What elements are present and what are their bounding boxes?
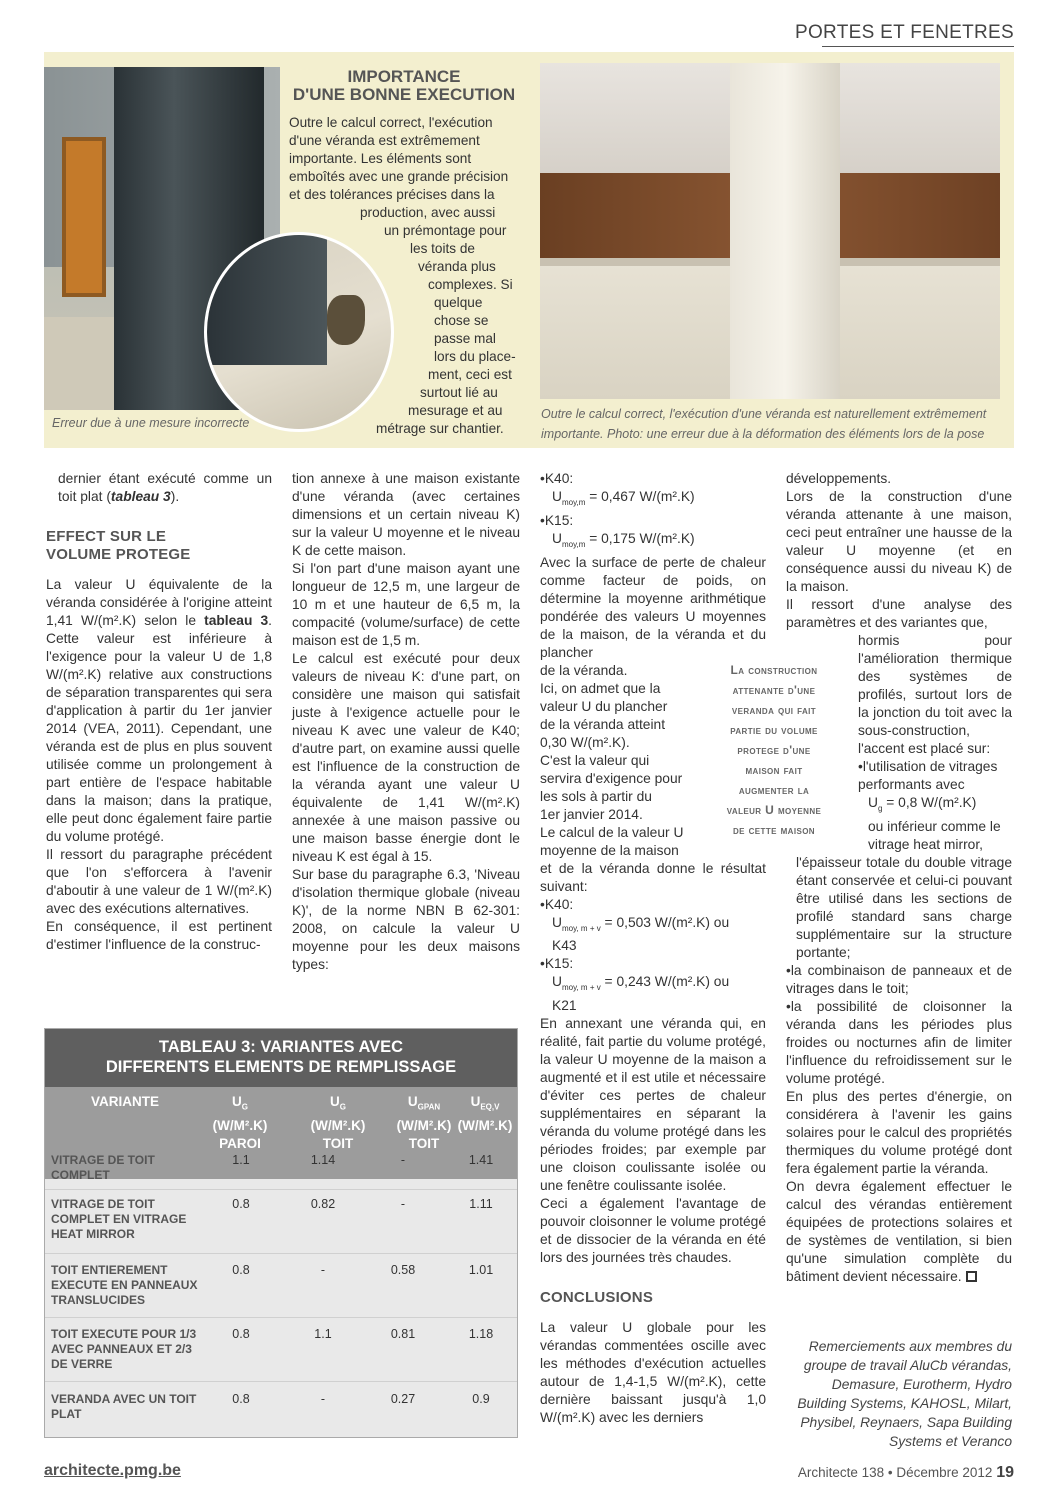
- th-line: TOIT: [408, 1135, 440, 1151]
- th-symbol: U: [407, 1094, 418, 1109]
- importance-line: chose se: [434, 313, 489, 328]
- value-line: [540, 914, 766, 938]
- table-cell: 0.8: [232, 1263, 250, 1277]
- bullet-k15: •K15:: [540, 956, 574, 972]
- row-separator: [45, 1381, 517, 1382]
- th-sub: EQ,V: [480, 1102, 500, 1112]
- importance-line: lors du place-: [434, 349, 516, 364]
- table-cell: 0.82: [310, 1197, 336, 1211]
- table-cell: 1.01: [468, 1263, 494, 1277]
- th-line: VARIANTE: [90, 1094, 159, 1109]
- table-cell: 1.14: [310, 1153, 336, 1167]
- magnified-frame: [207, 235, 327, 365]
- th-line: (W/M².K): [396, 1117, 452, 1133]
- paragraph: [46, 470, 272, 506]
- pull-quote-line: partie du volume: [730, 723, 818, 737]
- text: On devra également effectuer le calcul des vérandas entièrement équipées de protections solaires et de systèmes de ventilation, si bien qu'une simulation complète du bâtiment devient nécessaire.: [786, 1178, 1012, 1284]
- importance-line: emboîtés avec une grande précision: [289, 169, 509, 184]
- page-number: 19: [996, 1464, 1014, 1481]
- column-1: [46, 470, 272, 954]
- pull-quote-line: protege d'une: [737, 743, 811, 757]
- text-line: C'est la valeur qui: [540, 752, 650, 768]
- text-line: ou inférieur comme le vitrage heat mirror,: [868, 818, 1001, 852]
- table-title-line: TABLEAU 3: VARIANTES AVEC: [158, 1038, 404, 1056]
- value-line: [540, 973, 766, 997]
- importance-title-line: IMPORTANCE: [347, 67, 461, 86]
- value-line: [540, 530, 766, 554]
- acknowledgements: Remerciements aux membres du groupe de travail AluCb vérandas, Demasure, Eurotherm, Hydro Building Systems, KAHOSL, Milart, Physibel, Reynaers, Sapa Building Systems et Veranco: [797, 1339, 1012, 1449]
- table-cell: 0.27: [390, 1392, 416, 1406]
- table-cell: 0.81: [390, 1327, 416, 1341]
- th-line: (W/M².K): [212, 1117, 268, 1133]
- th-line: PAROI: [219, 1135, 261, 1151]
- table-cell: -: [400, 1153, 406, 1167]
- text: dernier étant exécuté comme un toit plat (: [58, 471, 272, 504]
- text-line: de la véranda atteint: [540, 716, 666, 732]
- paragraph: En annexant une véranda qui, en réalité, fait partie du volume protégé, la valeur U moyenne de la maison a augmenté et il est utile et nécessaire d'éviter ces pertes de chaleur supplémentaires en séparant la véranda du volume protégé dans les périodes froides; par exemple par une cloison coulissante isolée ou une fenêtre coulissante isolée.: [540, 1016, 766, 1193]
- bullet: •la possibilité de cloisonner la véranda dans les périodes plus froides ou nocturnes afin de limiter l'influence du refroidissement sur le volume protégé.: [786, 998, 1012, 1086]
- text-line: valeur U du plancher: [540, 698, 668, 714]
- importance-line: importante. Les éléments sont: [289, 151, 472, 166]
- th-ug-paroi: [195, 1093, 285, 1153]
- table-row-label: VITRAGE DE TOIT COMPLET: [51, 1153, 155, 1182]
- paragraph: Ceci a également l'avantage de pouvoir cloisonner le volume protégé et de dissocier de la véranda en été lors des journées très chaudes.: [540, 1196, 766, 1265]
- table-3: [44, 1028, 518, 1438]
- pull-quote-line: valeur U moyenne: [726, 803, 822, 817]
- end-square-icon: [966, 1271, 977, 1282]
- th-sub: G: [339, 1102, 346, 1112]
- table-reference: tableau 3: [110, 489, 171, 504]
- importance-line: d'une véranda est extrêmement: [289, 133, 480, 148]
- importance-line: véranda plus: [418, 259, 496, 274]
- value-line: K21: [552, 998, 577, 1013]
- subscript: moy,m: [561, 497, 586, 507]
- paragraph: développements.: [786, 471, 892, 486]
- importance-line: Outre le calcul correct, l'exécution: [289, 115, 493, 130]
- paragraph: Lors de la construction d'une véranda attenante à une maison, ceci peut entraîner une hausse de la valeur U moyenne (et en conséquence aussi du niveau K) de la maison.: [786, 489, 1012, 594]
- photo-right: [540, 63, 1000, 399]
- photo-door: [62, 137, 106, 297]
- text: La valeur U équivalente de la véranda considérée à l'origine atteint 1,41 W/(m².K) selon le: [46, 577, 272, 628]
- importance-line: quelque: [434, 295, 483, 310]
- footer-site-link[interactable]: architecte.pmg.be: [44, 1462, 181, 1479]
- subscript: g: [877, 803, 883, 813]
- importance-line: surtout lié au: [420, 385, 498, 400]
- footer-issue: [798, 1464, 1014, 1482]
- heading-conclusions: CONCLUSIONS: [540, 1289, 654, 1306]
- table-cell: 1.41: [468, 1153, 494, 1167]
- paragraph: En plus des pertes d'énergie, on considérera à l'avenir les gains solaires pour le calcul des propriétés thermiques du volume protégé dont fera également partie la véranda.: [786, 1088, 1012, 1176]
- pull-quote-line: augmenter la: [738, 783, 810, 797]
- row-separator: [45, 1189, 517, 1190]
- section-rule: [822, 46, 1014, 47]
- column-3: [540, 470, 766, 1427]
- table-cell: -: [320, 1263, 326, 1277]
- row-separator: [45, 1317, 517, 1318]
- paragraph: En conséquence, il est pertinent d'estimer l'influence de la construc-: [46, 919, 272, 952]
- table-title: [45, 1029, 517, 1087]
- paragraph: [46, 576, 272, 846]
- th-variante: [65, 1093, 185, 1111]
- photo-left-caption: Erreur due à une mesure incorrecte: [52, 416, 250, 430]
- paragraph: La valeur U globale pour les vérandas commentées oscille avec les méthodes d'exécution actuelles autour de 1,4-1,5 W/(m².K), cette dernière baissant jusqu'à 1,0 W/(m².K) avec les derniers: [540, 1320, 766, 1425]
- pull-quote-line: veranda qui fait: [731, 703, 817, 717]
- paragraph: tion annexe à une maison existante d'une véranda (avec certaines dimensions et un certain niveau K) sur la valeur U moyenne et le niveau K de cette maison.: [292, 471, 520, 558]
- table-cell: -: [320, 1392, 326, 1406]
- pull-quote-line: maison fait: [745, 763, 803, 777]
- pull-quote-line: La construction: [730, 663, 818, 677]
- value-line: K43: [552, 938, 577, 954]
- text-line: les sols à partir du: [540, 788, 652, 804]
- paragraph: [786, 1178, 1012, 1286]
- value: = 0,503 W/(m².K) ou: [600, 914, 730, 930]
- th-sub: GPAN: [417, 1102, 441, 1112]
- paragraph: Sur base du paragraphe 6.3, 'Niveau d'isolation thermique globale (niveau K)', de la norme NBN B 62-301: 2008, on calcule la valeur U moyenne pour les deux maisons types:: [292, 867, 520, 972]
- th-ueqv: [445, 1093, 525, 1135]
- th-line: [445, 1093, 525, 1117]
- table-row-label: VITRAGE DE TOIT COMPLET EN VITRAGE HEAT MIRROR: [51, 1197, 187, 1241]
- symbol: U: [868, 795, 878, 810]
- importance-line: ment, ceci est: [428, 367, 512, 382]
- text-line: Le calcul de la valeur U: [540, 824, 684, 840]
- table-cell: 1.11: [469, 1197, 493, 1211]
- th-line: (W/M².K): [310, 1117, 366, 1133]
- th-line: [293, 1093, 383, 1117]
- text: ).: [170, 489, 180, 504]
- row-separator: [45, 1253, 517, 1254]
- symbol: U: [552, 974, 562, 990]
- table-title-line: DIFFERENTS ELEMENTS DE REMPLISSAGE: [105, 1058, 457, 1076]
- paragraph: Il ressort d'une analyse des paramètres et des variantes que,: [786, 597, 1012, 630]
- text-line: de la véranda.: [540, 662, 628, 678]
- paragraph: Il ressort du paragraphe précédent que l'on s'efforcera à l'avenir d'aboutir à une valeur de 1 W/(m².K) avec des exécutions alternatives.: [46, 847, 272, 916]
- paragraph: l'épaisseur totale du double vitrage étant conservée et celui-ci pouvant être utilisé dans les sections de profilé standard sans charge supplémentaire sur la structure portante;: [796, 854, 1012, 960]
- table-cell: 1.18: [468, 1327, 494, 1341]
- value: = 0,175 W/(m².K): [585, 530, 695, 546]
- bullet: •l'utilisation de vitrages performants avec: [858, 759, 998, 792]
- photo-right-caption: [541, 404, 1001, 444]
- importance-line: production, avec aussi: [360, 205, 496, 220]
- th-symbol: U: [232, 1094, 242, 1109]
- column-4: [786, 470, 1012, 1286]
- text-line: moyenne de la maison: [540, 842, 679, 858]
- table-cell: 0.8: [232, 1392, 250, 1406]
- table-row-label: VERANDA AVEC UN TOIT PLAT: [51, 1392, 197, 1421]
- table-cell: 1.1: [232, 1153, 250, 1167]
- table-reference: tableau 3: [204, 613, 269, 628]
- value: = 0,8 W/(m².K): [882, 795, 977, 810]
- text-line: Ici, on admet que la: [540, 680, 661, 696]
- symbol: U: [552, 530, 562, 546]
- table-cell: 0.8: [232, 1197, 250, 1211]
- value: = 0,467 W/(m².K): [585, 489, 695, 504]
- th-ug-toit: [293, 1093, 383, 1153]
- bullet-k15: •K15:: [540, 512, 574, 528]
- importance-title-line: D'UNE BONNE EXECUTION: [292, 85, 516, 104]
- symbol: U: [552, 914, 562, 930]
- heading-volume-protege: [46, 528, 272, 564]
- th-sub: G: [241, 1102, 248, 1112]
- heading-line: VOLUME PROTEGE: [46, 546, 191, 563]
- value: = 0,243 W/(m².K) ou: [600, 974, 730, 990]
- column-2: [292, 470, 520, 974]
- pull-quote-line: de cette maison: [732, 823, 815, 837]
- section-title: PORTES ET FENETRES: [794, 22, 1014, 43]
- subscript: moy, m + v: [561, 923, 601, 933]
- pull-quote-line: attenante d'une: [732, 683, 816, 697]
- subscript: moy, m + v: [561, 983, 601, 992]
- table-row-label: TOIT EXECUTE POUR 1/3 AVEC PANNEAUX ET 2/3 DE VERRE: [51, 1327, 197, 1371]
- text-line: servira d'exigence pour: [540, 770, 683, 786]
- footer-issue-text: Architecte 138 • Décembre 2012: [797, 1465, 993, 1480]
- importance-line: métrage sur chantier.: [376, 421, 504, 436]
- text: . Cette valeur est inférieure à l'exigence pour la valeur U de 1,8 W/(m².K) relative aux constructions de séparation transparentes qui sera d'application à partir du 1er janvier 2014 (VEA, 2011). Cependant, une véranda est de plus en plus souvent utilisée comme un prolongement à part entière de l'espace habitable dans la maison; dans la pratique, elle peut donc également faire partie du volume protégé.: [46, 613, 272, 844]
- table-cell: 0.9: [472, 1392, 490, 1406]
- paragraph: Avec la surface de perte de chaleur comme facteur de poids, on détermine la moyenne arithmétique pondérée des valeurs U moyennes de la maison, de la véranda et du plancher: [540, 554, 766, 660]
- th-line: (W/M².K): [457, 1117, 513, 1133]
- bullet-k40: •K40:: [540, 471, 574, 486]
- th-line: [195, 1093, 285, 1117]
- importance-line: un prémontage pour: [384, 223, 507, 238]
- heading-line: EFFECT SUR LE: [46, 528, 167, 545]
- table-cell: 0.8: [232, 1327, 250, 1341]
- importance-line: et des tolérances précises dans la: [289, 187, 495, 202]
- caption-line: Outre le calcul correct, l'exécution d'une véranda est naturellement extrêmement: [541, 407, 987, 421]
- importance-line: mesurage et au: [408, 403, 503, 418]
- table-cell: 1.1: [314, 1327, 332, 1341]
- narrow-block: [540, 662, 694, 860]
- value-line: [868, 794, 1012, 818]
- importance-line: passe mal: [434, 331, 496, 346]
- importance-line: complexes. Si: [428, 277, 513, 292]
- paragraph: et de la véranda donne le résultat suivant:: [540, 860, 766, 894]
- text-line: 0,30 W/(m².K).: [540, 734, 630, 750]
- caption-line: importante. Photo: une erreur due à la déformation des éléments lors de la pose: [541, 427, 985, 441]
- table-cell: -: [400, 1197, 406, 1211]
- paragraph: hormis pour l'amélioration thermique des systèmes de profilés, surtout lors de la jonction du toit avec la sous-construction, l'accent est placé sur:: [858, 633, 1012, 756]
- bullet-k40: •K40:: [540, 896, 574, 912]
- paragraph: Le calcul est exécuté pour deux valeurs de niveau K: d'une part, on considère une maison qui satisfait juste à l'exigence actuelle pour le niveau K avec une valeur de K40; d'autre part, on examine aussi quelle est l'influence de la construction de la véranda ayant une valeur U équivalente de 1,41 W/(m².K) annexée à une maison passive ou une maison basse énergie dont le niveau K est égal à 15.: [292, 651, 520, 864]
- th-line: TOIT: [322, 1135, 354, 1151]
- importance-title: [286, 68, 522, 104]
- symbol: U: [552, 489, 562, 504]
- table-cell: 0.58: [390, 1263, 416, 1277]
- th-symbol: U: [470, 1094, 481, 1109]
- table-row-label: TOIT ENTIEREMENT EXECUTE EN PANNEAUX TRANSLUCIDES: [51, 1263, 198, 1307]
- magnified-hole: [327, 295, 365, 345]
- th-symbol: U: [330, 1094, 340, 1109]
- paragraph: Si l'on part d'une maison ayant une longueur de 12,5 m, une largeur de 10 m et une hauteur de 6,5 m, la compacité (volume/surface) de cette maison est de 1,5 m.: [292, 561, 520, 648]
- bullet: •la combinaison de panneaux et de vitrages dans le toit;: [786, 962, 1012, 996]
- text-line: 1er janvier 2014.: [540, 806, 643, 822]
- magnifier-circle: [204, 232, 394, 432]
- importance-line: les toits de: [410, 241, 475, 256]
- subscript: moy,m: [561, 539, 586, 549]
- value-line: [540, 488, 766, 512]
- photo-post: [730, 63, 840, 399]
